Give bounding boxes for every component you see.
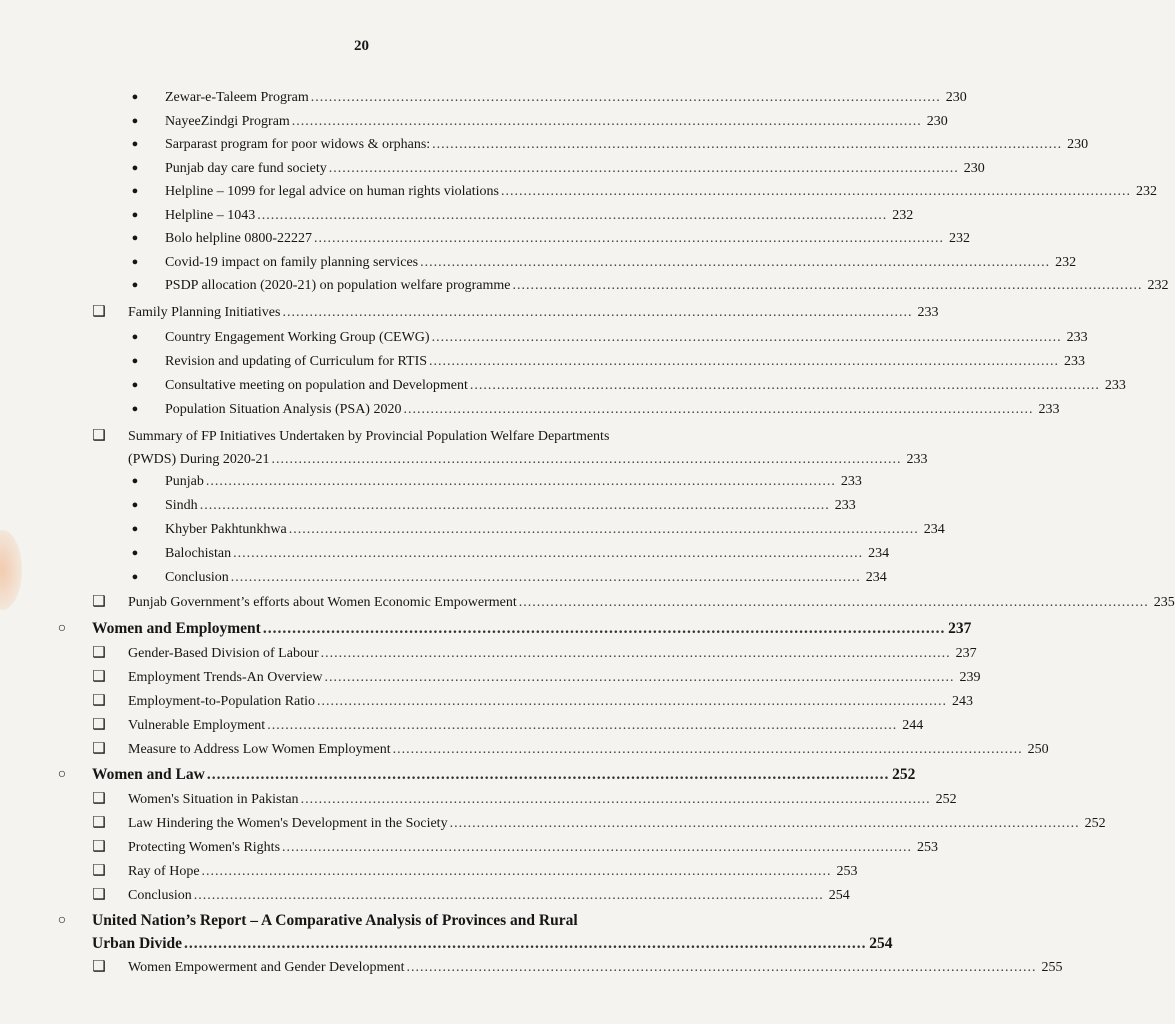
- leader-dots: ............................................................................................................................................: [205, 474, 836, 489]
- toc-entry: [0, 326, 1088, 349]
- entry-title: Consultative meeting on population and Development: [165, 378, 468, 393]
- entry-title: Revision and updating of Curriculum for RTIS: [165, 354, 428, 369]
- entry-title: Sindh: [165, 498, 198, 513]
- leader-dots: ............................................................................................................................................: [288, 522, 919, 537]
- entry-page: 233: [1066, 330, 1088, 345]
- leader-dots: ............................................................................................................................................: [262, 620, 946, 637]
- toc-entry: [0, 566, 887, 589]
- entry-page: 233: [906, 452, 928, 467]
- leader-dots: ............................................................................................................................................: [512, 278, 1143, 293]
- bullet-icon: ●: [131, 571, 139, 583]
- entry-page: 232: [1135, 184, 1157, 199]
- toc-entry: [0, 374, 1126, 397]
- entry-page: 234: [923, 522, 945, 537]
- entry-title: Women Empowerment and Gender Development: [128, 960, 405, 975]
- entry-page: 237: [955, 646, 977, 661]
- leader-dots: ............................................................................................................................................: [193, 888, 824, 903]
- toc-entry: [0, 133, 1089, 156]
- bullet-icon: ●: [131, 523, 139, 535]
- entry-page: 232: [949, 231, 970, 246]
- leader-dots: ............................................................................................................................................: [267, 718, 898, 733]
- bullet-icon: ●: [131, 331, 139, 343]
- entry-title: Helpline – 1043: [165, 207, 256, 223]
- bullet-icon: ●: [131, 185, 139, 197]
- toc-entry: [0, 86, 967, 109]
- entry-title: Protecting Women's Rights: [128, 840, 281, 855]
- entry-title: Employment-to-Population Ratio: [128, 694, 316, 709]
- toc-entry: [0, 274, 1169, 297]
- leader-dots: ............................................................................................................................................: [324, 670, 955, 685]
- toc-entry: [0, 542, 890, 565]
- entry-title: Vulnerable Employment: [128, 718, 266, 733]
- toc-entry: [0, 110, 948, 133]
- toc-entry: [0, 470, 862, 493]
- leader-dots: ............................................................................................................................................: [300, 792, 931, 807]
- entry-page: 232: [1147, 278, 1169, 293]
- entry-page: 234: [868, 546, 890, 561]
- bullet-icon: ●: [131, 114, 139, 127]
- leader-dots: ............................................................................................................................................: [392, 742, 1023, 757]
- toc-entry: [0, 350, 1086, 373]
- chapter-page: 252: [892, 766, 916, 783]
- entry-page: 243: [952, 694, 974, 709]
- entry-page: 233: [834, 498, 856, 513]
- toc-entry: [0, 836, 939, 859]
- checkbox-square-icon: ❑: [92, 645, 106, 661]
- entry-title: (PWDS) During 2020-21: [128, 452, 270, 467]
- page-number: 20: [354, 38, 369, 54]
- toc-entry: [0, 812, 1106, 835]
- leader-dots: ............................................................................................................................................: [317, 694, 948, 709]
- leader-dots: ............................................................................................................................................: [328, 160, 959, 176]
- toc-entry: [0, 425, 928, 471]
- entry-title: Zewar-e-Taleem Program: [165, 90, 309, 105]
- entry-title: Punjab day care fund society: [165, 160, 327, 176]
- bullet-icon: ●: [131, 208, 139, 221]
- bullet-icon: ●: [131, 499, 139, 511]
- leader-dots: ............................................................................................................................................: [500, 184, 1131, 199]
- chapter-page: 237: [948, 620, 972, 637]
- leader-dots: ............................................................................................................................................: [320, 646, 951, 661]
- entry-title: Covid-19 impact on family planning services: [165, 254, 419, 270]
- toc-chapter: [0, 617, 972, 640]
- entry-title: Family Planning Initiatives: [128, 305, 281, 320]
- checkbox-square-icon: ❑: [92, 717, 106, 733]
- entry-page: 244: [902, 718, 924, 733]
- entry-title: Conclusion: [165, 570, 229, 585]
- leader-dots: ............................................................................................................................................: [432, 137, 1063, 152]
- entry-title: Population Situation Analysis (PSA) 2020: [165, 402, 402, 417]
- toc-entry: [0, 738, 1049, 761]
- toc-entry: [0, 788, 957, 811]
- bullet-icon: ●: [131, 403, 139, 415]
- toc-chapter: [0, 909, 893, 955]
- circle-bullet-icon: ○: [57, 767, 67, 782]
- bullet-icon: ●: [131, 355, 139, 367]
- bullet-icon: ●: [131, 379, 139, 391]
- entry-page: 232: [892, 207, 914, 223]
- toc-chapter: [0, 763, 916, 786]
- entry-page: 232: [1055, 254, 1077, 270]
- toc-entry: [0, 204, 914, 227]
- circle-bullet-icon: ○: [57, 913, 67, 928]
- checkbox-square-icon: ❑: [92, 304, 106, 320]
- entry-page: 233: [1104, 378, 1126, 393]
- toc-entry: [0, 591, 1175, 614]
- leader-dots: ............................................................................................................................................: [206, 766, 890, 783]
- entry-page: 230: [963, 160, 985, 176]
- leader-dots: ............................................................................................................................................: [420, 254, 1051, 270]
- bullet-icon: ●: [131, 91, 139, 103]
- checkbox-square-icon: ❑: [92, 959, 106, 975]
- leader-dots: ............................................................................................................................................: [184, 935, 867, 952]
- leader-dots: ............................................................................................................................................: [429, 354, 1060, 369]
- entry-page: 230: [926, 113, 948, 129]
- checkbox-square-icon: ❑: [92, 693, 106, 709]
- toc-entry: [0, 860, 858, 883]
- leader-dots: ............................................................................................................................................: [310, 90, 941, 105]
- checkbox-square-icon: ❑: [92, 815, 106, 831]
- leader-dots: ............................................................................................................................................: [469, 378, 1100, 393]
- entry-page: 230: [945, 90, 967, 105]
- entry-title: Law Hindering the Women's Development in the Society: [128, 816, 448, 831]
- chapter-title: Urban Divide: [92, 935, 182, 952]
- checkbox-square-icon: ❑: [92, 428, 106, 444]
- bullet-icon: ●: [131, 138, 139, 150]
- entry-page: 234: [865, 570, 887, 585]
- entry-page: 233: [840, 474, 862, 489]
- bullet-icon: ●: [131, 232, 139, 244]
- toc-entry: [0, 642, 977, 665]
- entry-page: 252: [935, 792, 957, 807]
- chapter-title: Women and Law: [92, 766, 205, 783]
- toc-entry: [0, 518, 945, 541]
- checkbox-square-icon: ❑: [92, 839, 106, 855]
- entry-title: Ray of Hope: [128, 864, 200, 879]
- checkbox-square-icon: ❑: [92, 741, 106, 757]
- leader-dots: ............................................................................................................................................: [518, 595, 1149, 610]
- bullet-icon: ●: [131, 279, 139, 291]
- leader-dots: ............................................................................................................................................: [431, 330, 1062, 345]
- entry-page: 255: [1041, 960, 1063, 975]
- leader-dots: ............................................................................................................................................: [314, 231, 944, 246]
- bullet-icon: ●: [131, 547, 139, 559]
- entry-title: Khyber Pakhtunkhwa: [165, 522, 287, 537]
- toc-entry: [0, 690, 974, 713]
- toc-entry: [0, 714, 924, 737]
- toc-entry: [0, 251, 1077, 274]
- entry-page: 235: [1153, 595, 1175, 610]
- leader-dots: ............................................................................................................................................: [291, 113, 922, 129]
- entry-page: 233: [1038, 402, 1060, 417]
- entry-title: Punjab Government’s efforts about Women Economic Empowerment: [128, 595, 517, 610]
- bullet-icon: ●: [131, 255, 139, 268]
- entry-page: 250: [1027, 742, 1049, 757]
- entry-page: 230: [1067, 137, 1089, 152]
- entry-title: Conclusion: [128, 888, 192, 903]
- checkbox-square-icon: ❑: [92, 669, 106, 685]
- entry-page: 254: [828, 888, 850, 903]
- checkbox-square-icon: ❑: [92, 594, 106, 610]
- circle-bullet-icon: ○: [57, 621, 67, 636]
- leader-dots: ............................................................................................................................................: [257, 207, 888, 223]
- chapter-title-line1: United Nation’s Report – A Comparative Analysis of Provinces and Rural: [92, 912, 578, 929]
- leader-dots: ............................................................................................................................................: [282, 840, 913, 855]
- entry-page: 239: [959, 670, 981, 685]
- toc-entry: [0, 157, 985, 180]
- bullet-icon: ●: [131, 475, 139, 487]
- leader-dots: ............................................................................................................................................: [271, 452, 902, 467]
- leader-dots: ............................................................................................................................................: [282, 305, 913, 320]
- entry-title: Country Engagement Working Group (CEWG): [165, 330, 430, 345]
- entry-title: PSDP allocation (2020-21) on population welfare programme: [165, 278, 511, 293]
- leader-dots: ............................................................................................................................................: [406, 960, 1037, 975]
- entry-title-line1: Summary of FP Initiatives Undertaken by Provincial Population Welfare Departments: [128, 429, 610, 444]
- entry-page: 233: [917, 305, 939, 320]
- entry-page: 253: [836, 864, 858, 879]
- checkbox-square-icon: ❑: [92, 863, 106, 879]
- entry-title: Bolo helpline 0800-22227: [165, 231, 312, 246]
- checkbox-square-icon: ❑: [92, 791, 106, 807]
- toc-entry: [0, 227, 970, 250]
- entry-title: Gender-Based Division of Labour: [128, 646, 319, 661]
- entry-title: NayeeZindgi Program: [165, 113, 290, 129]
- entry-title: Helpline – 1099 for legal advice on human rights violations: [165, 184, 499, 199]
- entry-page: 252: [1084, 816, 1106, 831]
- entry-title: Employment Trends-An Overview: [128, 670, 323, 685]
- toc-entry: [0, 398, 1060, 421]
- entry-page: 253: [917, 840, 939, 855]
- leader-dots: ............................................................................................................................................: [449, 816, 1080, 831]
- entry-page: 233: [1064, 354, 1086, 369]
- chapter-page: 254: [869, 935, 893, 952]
- entry-title: Balochistan: [165, 546, 232, 561]
- leader-dots: ............................................................................................................................................: [233, 546, 864, 561]
- toc-entry: [0, 301, 939, 324]
- toc-entry: [0, 956, 1063, 979]
- toc-entry: [0, 494, 856, 517]
- leader-dots: ............................................................................................................................................: [199, 498, 830, 513]
- entry-title: Punjab: [165, 474, 204, 489]
- entry-title: Sarparast program for poor widows & orphans:: [165, 137, 431, 152]
- entry-title: Women's Situation in Pakistan: [128, 792, 299, 807]
- leader-dots: ............................................................................................................................................: [201, 864, 832, 879]
- checkbox-square-icon: ❑: [92, 887, 106, 903]
- leader-dots: ............................................................................................................................................: [230, 570, 861, 585]
- toc-entry: [0, 180, 1157, 203]
- chapter-title: Women and Employment: [92, 620, 261, 637]
- toc-entry: [0, 884, 850, 907]
- leader-dots: ............................................................................................................................................: [403, 402, 1034, 417]
- entry-title: Measure to Address Low Women Employment: [128, 742, 391, 757]
- bullet-icon: ●: [131, 161, 139, 174]
- toc-entry: [0, 666, 981, 689]
